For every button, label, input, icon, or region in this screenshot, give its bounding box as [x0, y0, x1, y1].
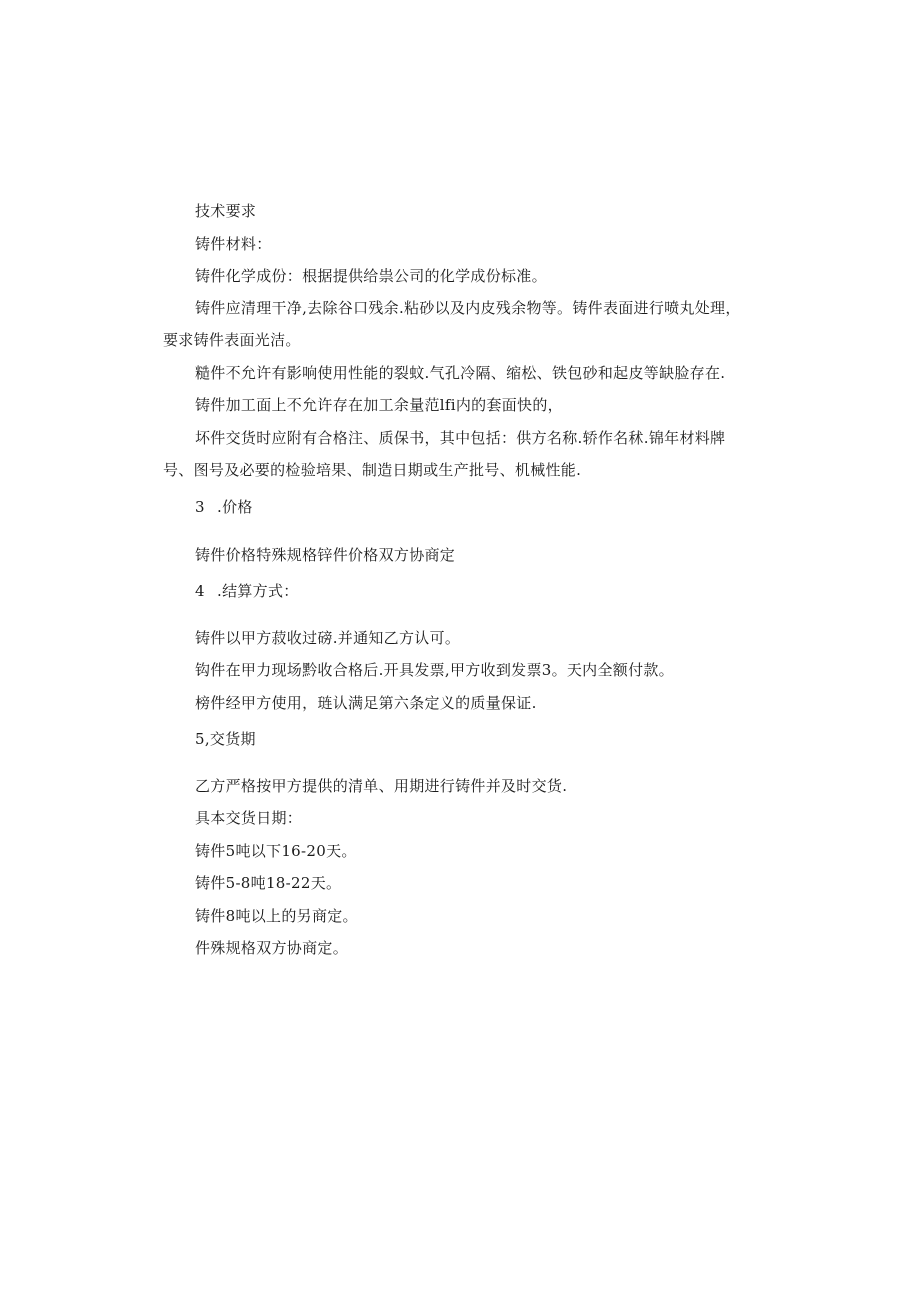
cleaning-line-1: 铸件应清理干净,去除谷口残余.粘砂以及内皮残余物等。铸件表面进行喷丸处理，	[195, 299, 741, 317]
casting-material-line: 铸件材料：	[195, 235, 272, 253]
section-4-number: 4	[195, 582, 205, 600]
settlement-line-1: 铸件以甲方菽收过磅.并通知乙方认可。	[195, 629, 461, 647]
section-4-heading	[195, 581, 299, 601]
settlement-line-3: 榜件经甲方使用，琏认满足第六条定义的质量保证.	[195, 694, 537, 712]
section-3-heading	[195, 497, 253, 517]
price-line: 铸件价格特殊规格锌件价格双方协商定	[195, 546, 456, 564]
delivery-line-6: 件殊规格双方协商定。	[195, 939, 349, 957]
settlement-line-2: 钩件在甲力现场黔收合格后.开具发票,甲方收到发票3。天内全额付款。	[195, 661, 674, 679]
section-5-heading: 5,交货期	[195, 730, 256, 748]
delivery-line-2: 具本交货日期：	[195, 809, 303, 827]
tech-requirements-heading: 技术要求	[195, 202, 257, 220]
delivery-line-3: 铸件5吨以下16-20天。	[195, 842, 357, 860]
delivery-docs-line-2: 号、图号及必要的检验培果、制造日期或生产批号、机械性能.	[163, 461, 582, 479]
defects-line: 糙件不允许有影响使用性能的裂蚊.气孔冷隔、缩松、铁包砂和起皮等缺脸存在.	[195, 364, 726, 382]
section-4-title: .结算方式：	[217, 582, 299, 600]
section-3-title: .价格	[217, 498, 253, 516]
machining-surface-line: 铸件加工面上不允许存在加工余量范lfi内的套面快的，	[195, 396, 563, 414]
delivery-line-5: 铸件8吨以上的另商定。	[195, 907, 358, 925]
delivery-line-1: 乙方严格按甲方提供的清单、用期进行铸件并及时交货.	[195, 777, 568, 795]
delivery-docs-line-1: 坏件交货时应附有合格注、质保书，其中包括：供方名称.轿作名秫.锦年材料牌	[195, 429, 726, 447]
cleaning-line-2: 要求铸件表面光洁。	[163, 331, 301, 349]
section-3-number: 3	[195, 498, 205, 516]
chemical-composition-line: 铸件化学成份：根据提供给祟公司的化学成份标准。	[195, 267, 547, 285]
delivery-line-4: 铸件5-8吨18-22天。	[195, 874, 342, 892]
